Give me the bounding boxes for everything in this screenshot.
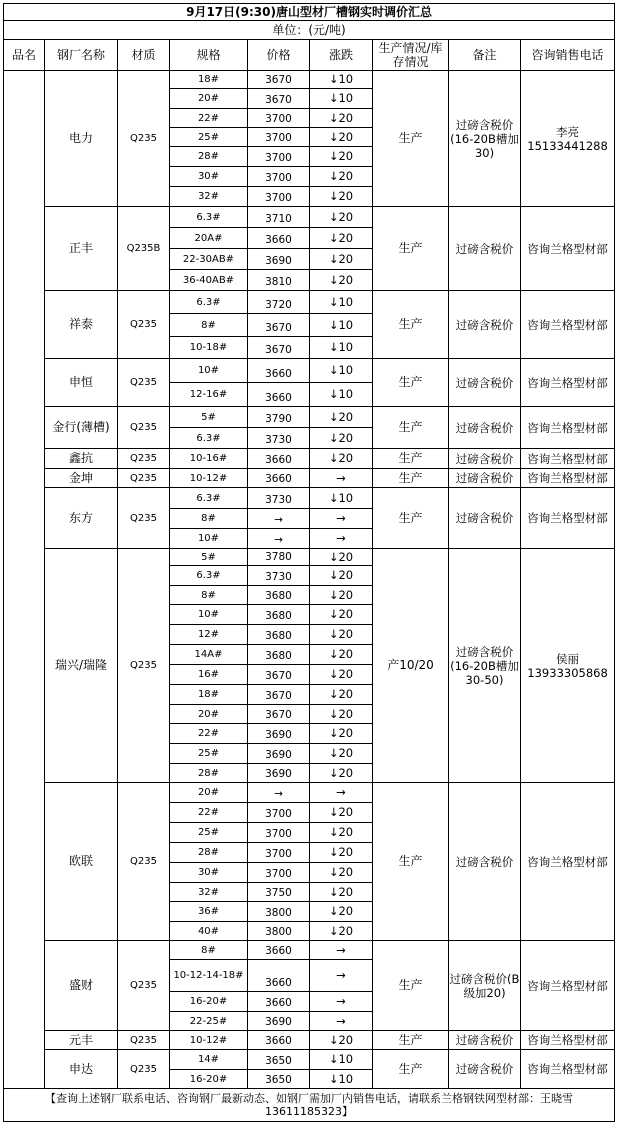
mill-name: 瑞兴/瑞隆 [45, 549, 118, 783]
price-cell: → [248, 509, 310, 529]
mill-name: 申恒 [45, 359, 118, 407]
price-cell: 3730 [248, 428, 310, 449]
spec-cell: 6.3# [170, 428, 248, 449]
remark-cell: 过磅含税价(16-20B槽加30) [449, 71, 521, 207]
remark-cell: 过磅含税价 [449, 1050, 521, 1089]
price-cell: 3690 [248, 249, 310, 270]
spec-cell: 8# [170, 509, 248, 529]
change-cell: ↓20 [310, 665, 373, 685]
change-cell: ↓10 [310, 89, 373, 109]
price-cell: 3700 [248, 128, 310, 147]
change-cell: → [310, 1012, 373, 1031]
spec-cell: 28# [170, 764, 248, 783]
spec-cell: 20# [170, 705, 248, 724]
spec-cell: 20A# [170, 228, 248, 249]
change-cell: ↓20 [310, 823, 373, 843]
spec-cell: 32# [170, 187, 248, 207]
change-cell: ↓10 [310, 291, 373, 314]
contact-cell: 咨询兰格型材部 [521, 488, 615, 549]
spec-cell: 10-12# [170, 469, 248, 488]
remark-cell: 过磅含税价 [449, 469, 521, 488]
price-cell: 3800 [248, 922, 310, 941]
production-cell: 生产 [373, 941, 449, 1031]
price-cell: 3710 [248, 207, 310, 228]
mill-name: 盛财 [45, 941, 118, 1031]
material-cell: Q235 [118, 488, 170, 549]
mill-name: 欧联 [45, 783, 118, 941]
change-cell: ↓20 [310, 566, 373, 586]
contact-cell: 咨询兰格型材部 [521, 1050, 615, 1089]
spec-cell: 22# [170, 109, 248, 128]
contact-cell: 咨询兰格型材部 [521, 449, 615, 469]
production-cell: 生产 [373, 291, 449, 359]
material-cell: Q235B [118, 207, 170, 291]
change-cell: ↓20 [310, 843, 373, 863]
spec-cell: 16# [170, 665, 248, 685]
contact-cell: 咨询兰格型材部 [521, 941, 615, 1031]
change-cell: ↓20 [310, 407, 373, 428]
price-cell: 3690 [248, 1012, 310, 1031]
spec-cell: 40# [170, 922, 248, 941]
spec-cell: 22# [170, 724, 248, 744]
change-cell: ↓20 [310, 705, 373, 724]
change-cell: → [310, 960, 373, 992]
price-cell: 3700 [248, 803, 310, 823]
price-cell: 3660 [248, 359, 310, 383]
spec-cell: 6.3# [170, 566, 248, 586]
spec-cell: 28# [170, 843, 248, 863]
production-cell: 产10/20 [373, 549, 449, 783]
production-cell: 生产 [373, 407, 449, 449]
price-cell: 3660 [248, 449, 310, 469]
change-cell: ↓20 [310, 207, 373, 228]
material-cell: Q235 [118, 1031, 170, 1050]
price-row [4, 1031, 615, 1050]
price-row [4, 71, 615, 89]
price-cell: 3790 [248, 407, 310, 428]
change-cell: ↓20 [310, 863, 373, 883]
material-cell: Q235 [118, 449, 170, 469]
mill-name: 金行(薄槽) [45, 407, 118, 449]
change-cell: ↓20 [310, 228, 373, 249]
production-cell: 生产 [373, 71, 449, 207]
contact-cell: 咨询兰格型材部 [521, 359, 615, 407]
mill-name: 金坤 [45, 469, 118, 488]
mill-name: 电力 [45, 71, 118, 207]
price-cell: 3650 [248, 1050, 310, 1070]
mill-name: 祥泰 [45, 291, 118, 359]
price-cell: 3670 [248, 314, 310, 337]
change-cell: ↓10 [310, 488, 373, 509]
header-contact: 咨询销售电话 [521, 40, 615, 71]
material-cell: Q235 [118, 783, 170, 941]
change-cell: ↓20 [310, 549, 373, 566]
footer-note: 【查询上述钢厂联系电话、咨询钢厂最新动态、如钢厂需加厂内销售电话，请联系兰格钢铁网型材部：王晓雪 13611185323】 [4, 1089, 615, 1122]
contact-cell: 咨询兰格型材部 [521, 207, 615, 291]
spec-cell: 14A# [170, 645, 248, 665]
spec-cell: 25# [170, 823, 248, 843]
material-cell: Q235 [118, 549, 170, 783]
contact-cell: 咨询兰格型材部 [521, 469, 615, 488]
spec-cell: 6.3# [170, 488, 248, 509]
price-row [4, 291, 615, 314]
mill-name: 鑫抗 [45, 449, 118, 469]
spec-cell: 25# [170, 744, 248, 764]
change-cell: ↓20 [310, 449, 373, 469]
change-cell: → [310, 469, 373, 488]
change-cell: ↓20 [310, 249, 373, 270]
price-row [4, 941, 615, 960]
spec-cell: 6.3# [170, 291, 248, 314]
price-cell: → [248, 529, 310, 549]
change-cell: ↓20 [310, 187, 373, 207]
price-row [4, 407, 615, 428]
price-cell: 3660 [248, 383, 310, 407]
contact-cell: 侯丽 13933305868 [521, 549, 615, 783]
price-cell: 3670 [248, 89, 310, 109]
contact-cell: 咨询兰格型材部 [521, 407, 615, 449]
production-cell: 生产 [373, 488, 449, 549]
change-cell: ↓20 [310, 803, 373, 823]
spec-cell: 10-12-14-18# [170, 960, 248, 992]
material-cell: Q235 [118, 469, 170, 488]
spec-cell: 14# [170, 1050, 248, 1070]
change-cell: ↓20 [310, 1031, 373, 1050]
change-cell: → [310, 529, 373, 549]
change-cell: ↓20 [310, 586, 373, 605]
spec-cell: 8# [170, 941, 248, 960]
material-cell: Q235 [118, 71, 170, 207]
remark-cell: 过磅含税价 [449, 291, 521, 359]
change-cell: → [310, 992, 373, 1012]
production-cell: 生产 [373, 1050, 449, 1089]
unit-label: 单位：(元/吨) [4, 21, 615, 40]
change-cell: → [310, 941, 373, 960]
remark-cell: 过磅含税价 [449, 449, 521, 469]
price-cell: 3660 [248, 1031, 310, 1050]
price-cell: 3660 [248, 992, 310, 1012]
contact-cell: 李亮 15133441288 [521, 71, 615, 207]
spec-cell: 36-40AB# [170, 270, 248, 291]
change-cell: ↓10 [310, 383, 373, 407]
price-row [4, 1050, 615, 1070]
price-cell: 3730 [248, 566, 310, 586]
price-cell: 3680 [248, 586, 310, 605]
spec-cell: 30# [170, 167, 248, 187]
price-cell: 3700 [248, 167, 310, 187]
spec-cell: 18# [170, 685, 248, 705]
sheet-title: 9月17日(9:30)唐山型材厂槽钢实时调价汇总 [4, 4, 615, 21]
price-cell: 3680 [248, 645, 310, 665]
change-cell: ↓20 [310, 128, 373, 147]
header-production: 生产情况/库存情况 [373, 40, 449, 71]
price-cell: 3780 [248, 549, 310, 566]
production-cell: 生产 [373, 469, 449, 488]
spec-cell: 5# [170, 407, 248, 428]
production-cell: 生产 [373, 207, 449, 291]
price-cell: 3660 [248, 941, 310, 960]
price-cell: 3670 [248, 71, 310, 89]
spec-cell: 10-12# [170, 1031, 248, 1050]
spec-cell: 12# [170, 625, 248, 645]
price-cell: 3680 [248, 625, 310, 645]
price-cell: 3810 [248, 270, 310, 291]
mill-name: 东方 [45, 488, 118, 549]
change-cell: ↓20 [310, 109, 373, 128]
change-cell: ↓20 [310, 902, 373, 922]
spec-cell: 10-16# [170, 449, 248, 469]
contact-cell: 咨询兰格型材部 [521, 1031, 615, 1050]
production-cell: 生产 [373, 359, 449, 407]
change-cell: ↓20 [310, 883, 373, 902]
spec-cell: 10# [170, 359, 248, 383]
change-cell: ↓20 [310, 625, 373, 645]
remark-cell: 过磅含税价 [449, 359, 521, 407]
material-cell: Q235 [118, 407, 170, 449]
price-cell: 3660 [248, 228, 310, 249]
header-change: 涨跌 [310, 40, 373, 71]
price-cell: 3730 [248, 488, 310, 509]
spec-cell: 16-20# [170, 992, 248, 1012]
change-cell: ↓20 [310, 724, 373, 744]
price-cell: 3700 [248, 109, 310, 128]
spec-cell: 12-16# [170, 383, 248, 407]
price-cell: 3670 [248, 705, 310, 724]
price-row [4, 488, 615, 509]
change-cell: ↓10 [310, 314, 373, 337]
remark-cell: 过磅含税价 [449, 488, 521, 549]
material-cell: Q235 [118, 941, 170, 1031]
spec-cell: 18# [170, 71, 248, 89]
remark-cell: 过磅含税价(16-20B槽加30-50) [449, 549, 521, 783]
spec-cell: 20# [170, 783, 248, 803]
change-cell: ↓20 [310, 645, 373, 665]
material-cell: Q235 [118, 359, 170, 407]
remark-cell: 过磅含税价(B级加20) [449, 941, 521, 1031]
price-cell: 3700 [248, 187, 310, 207]
price-cell: 3680 [248, 605, 310, 625]
production-cell: 生产 [373, 783, 449, 941]
change-cell: ↓20 [310, 147, 373, 167]
spec-cell: 8# [170, 586, 248, 605]
spec-cell: 22-25# [170, 1012, 248, 1031]
contact-cell: 咨询兰格型材部 [521, 291, 615, 359]
price-row [4, 359, 615, 383]
price-row [4, 207, 615, 228]
spec-cell: 32# [170, 883, 248, 902]
change-cell: ↓20 [310, 270, 373, 291]
header-material: 材质 [118, 40, 170, 71]
price-cell: 3700 [248, 147, 310, 167]
change-cell: ↓10 [310, 1070, 373, 1089]
price-cell: 3670 [248, 337, 310, 359]
price-cell: 3690 [248, 764, 310, 783]
change-cell: ↓20 [310, 744, 373, 764]
price-cell: 3660 [248, 960, 310, 992]
price-cell: 3800 [248, 902, 310, 922]
price-table [3, 3, 615, 1122]
price-cell: 3670 [248, 685, 310, 705]
change-cell: ↓10 [310, 71, 373, 89]
change-cell: ↓20 [310, 605, 373, 625]
change-cell: ↓10 [310, 1050, 373, 1070]
product-cell [4, 71, 45, 1089]
header-row [4, 40, 615, 71]
price-cell: → [248, 783, 310, 803]
mill-name: 元丰 [45, 1031, 118, 1050]
change-cell: ↓20 [310, 167, 373, 187]
price-cell: 3720 [248, 291, 310, 314]
change-cell: → [310, 783, 373, 803]
remark-cell: 过磅含税价 [449, 1031, 521, 1050]
production-cell: 生产 [373, 449, 449, 469]
header-product: 品名 [4, 40, 45, 71]
price-cell: 3700 [248, 863, 310, 883]
change-cell: ↓20 [310, 685, 373, 705]
spec-cell: 36# [170, 902, 248, 922]
spec-cell: 25# [170, 128, 248, 147]
remark-cell: 过磅含税价 [449, 407, 521, 449]
header-spec: 规格 [170, 40, 248, 71]
spec-cell: 22# [170, 803, 248, 823]
mill-name: 正丰 [45, 207, 118, 291]
spec-cell: 28# [170, 147, 248, 167]
price-cell: 3690 [248, 724, 310, 744]
spec-cell: 5# [170, 549, 248, 566]
change-cell: → [310, 509, 373, 529]
price-cell: 3700 [248, 843, 310, 863]
spec-cell: 10-18# [170, 337, 248, 359]
change-cell: ↓20 [310, 428, 373, 449]
spec-cell: 16-20# [170, 1070, 248, 1089]
spec-cell: 10# [170, 605, 248, 625]
change-cell: ↓10 [310, 337, 373, 359]
price-cell: 3690 [248, 744, 310, 764]
material-cell: Q235 [118, 291, 170, 359]
spec-cell: 22-30AB# [170, 249, 248, 270]
spec-cell: 20# [170, 89, 248, 109]
change-cell: ↓20 [310, 922, 373, 941]
header-mill: 钢厂名称 [45, 40, 118, 71]
material-cell: Q235 [118, 1050, 170, 1089]
price-row [4, 449, 615, 469]
price-cell: 3700 [248, 823, 310, 843]
contact-cell: 咨询兰格型材部 [521, 783, 615, 941]
price-cell: 3750 [248, 883, 310, 902]
header-remark: 备注 [449, 40, 521, 71]
price-cell: 3660 [248, 469, 310, 488]
mill-name: 申达 [45, 1050, 118, 1089]
spec-cell: 10# [170, 529, 248, 549]
price-cell: 3650 [248, 1070, 310, 1089]
change-cell: ↓20 [310, 764, 373, 783]
change-cell: ↓10 [310, 359, 373, 383]
spec-cell: 8# [170, 314, 248, 337]
remark-cell: 过磅含税价 [449, 207, 521, 291]
spec-cell: 6.3# [170, 207, 248, 228]
spec-cell: 30# [170, 863, 248, 883]
price-cell: 3670 [248, 665, 310, 685]
header-price: 价格 [248, 40, 310, 71]
production-cell: 生产 [373, 1031, 449, 1050]
price-row [4, 469, 615, 488]
remark-cell: 过磅含税价 [449, 783, 521, 941]
price-row [4, 783, 615, 803]
price-row [4, 549, 615, 566]
